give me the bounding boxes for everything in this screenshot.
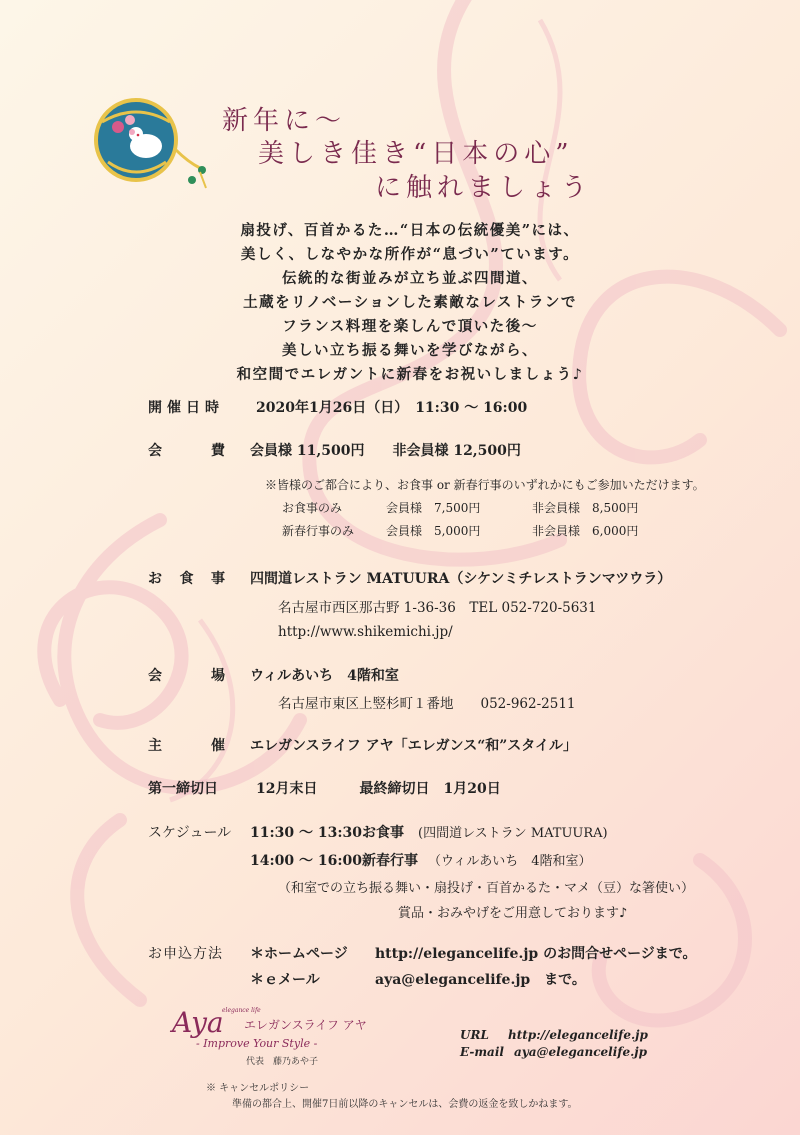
footer-url-link[interactable]: http://elegancelife.jp — [508, 1028, 648, 1042]
schedule-note-2: 賞品・おみやげをご用意しております♪ — [398, 906, 628, 921]
schedule-note-1: （和室での立ち振る舞い・扇投げ・百首かるた・マメ（豆）な箸使い） — [278, 881, 695, 896]
intro-line: 伝統的な街並みが立ち並ぶ四間道、 — [282, 270, 538, 287]
venue-label-a: 会 — [148, 668, 163, 684]
apply-web-label: ＊ホームページ — [250, 946, 348, 962]
schedule-item-2-detail: （ウィルあいち 4階和室） — [428, 854, 592, 869]
tagline: - Improve Your Style - — [196, 1037, 318, 1050]
title-line-2: 美しき佳き“日本の心” — [258, 139, 574, 169]
footer-email-label: E-mail — [460, 1045, 504, 1059]
date-value: 2020年1月26日（日） 11:30 ～ 16:00 — [256, 400, 528, 416]
intro-line: 美しく、しなやかな所作が“息づい”ています。 — [240, 246, 580, 263]
intro-line: 扇投げ、百首かるた…“日本の伝統優美”には、 — [240, 222, 580, 239]
schedule-item-1-title: お食事 — [362, 825, 404, 841]
meal-label-b: 食 — [179, 571, 195, 587]
representative: 代表 藤乃あや子 — [246, 1057, 319, 1067]
intro-line: フランス料理を楽しんで頂いた後～ — [282, 318, 538, 335]
meal-label-c: 事 — [211, 571, 226, 587]
fee-note: ※皆様のご都合により、お食事 or 新春行事のいずれかにもご参加いただけます。 — [265, 478, 705, 492]
venue-address: 名古屋市東区上竪杉町１番地 052-962-2511 — [278, 696, 576, 712]
venue-label-b: 場 — [211, 668, 226, 684]
meal-label — [148, 568, 226, 588]
footer-url-label: URL — [460, 1028, 489, 1042]
deadline-value: 12月末日 最終締切日 1月20日 — [256, 781, 501, 797]
cancel-policy-title: ※ キャンセルポリシー — [206, 1083, 310, 1094]
host-label-b: 催 — [211, 738, 226, 754]
host-value: エレガンスライフ アヤ「エレガンス“和”スタイル」 — [250, 738, 578, 754]
brand-name: エレガンスライフ アヤ — [244, 1018, 367, 1032]
logo-script: Aya — [172, 1006, 224, 1039]
schedule-item-2-title: 新春行事 — [362, 853, 418, 869]
apply-email-label: ＊ｅメール — [250, 972, 320, 988]
meal-restaurant: 四間道レストラン MATUURA（シケンミチレストランマツウラ） — [250, 571, 672, 587]
host-label — [148, 735, 226, 755]
venue-name: ウィルあいち 4階和室 — [250, 668, 399, 684]
footer-email-link[interactable]: aya@elegancelife.jp — [514, 1045, 648, 1059]
title-line-1: 新年に～ — [222, 106, 347, 136]
intro-line: 和空間でエレガントに新春をお祝いしましょう♪ — [236, 366, 584, 383]
intro-paragraph — [180, 219, 640, 387]
meal-label-a: お — [148, 571, 163, 587]
apply-web-link[interactable]: http://elegancelife.jp のお問合せページまで。 — [375, 946, 697, 962]
fee-label-a: 会 — [148, 443, 163, 459]
schedule-label: スケジュール — [148, 825, 232, 841]
apply-label: お申込方法 — [148, 946, 223, 962]
logo-small-text: elegance life — [222, 1007, 261, 1014]
fee-row-name: 新春行事のみ — [282, 524, 355, 538]
schedule-item-1-time: 11:30 ～ 13:30 — [250, 825, 363, 841]
meal-address: 名古屋市西区那古野 1-36-36 TEL 052-720-5631 — [278, 600, 597, 616]
intro-line: 美しい立ち振る舞いを学びながら、 — [282, 342, 538, 359]
fee-label-b: 費 — [211, 443, 226, 459]
fee-row-name: お食事のみ — [282, 501, 343, 515]
intro-line: 土蔵をリノベーションした素敵なレストランで — [243, 294, 577, 311]
apply-email-link[interactable]: aya@elegancelife.jp まで。 — [375, 972, 586, 988]
fee-row-nonmember: 非会員様 6,000円 — [532, 524, 639, 538]
temari-ball-with-mouse-icon — [88, 92, 213, 192]
fee-row-member: 会員様 5,000円 — [386, 524, 481, 538]
cancel-policy-text: 準備の都合上、開催7日前以降のキャンセルは、会費の返金を致しかねます。 — [232, 1099, 578, 1110]
host-label-a: 主 — [148, 738, 163, 754]
meal-url-link[interactable]: http://www.shikemichi.jp/ — [278, 624, 453, 640]
fee-row-nonmember: 非会員様 8,500円 — [532, 501, 639, 515]
fee-value: 会員様 11,500円 非会員様 12,500円 — [250, 443, 521, 459]
fee-label — [148, 440, 226, 460]
date-label: 開催日時 — [148, 400, 224, 416]
fee-row-member: 会員様 7,500円 — [386, 501, 481, 515]
title-line-3: に触れましょう — [375, 173, 593, 203]
schedule-item-1-detail: (四間道レストラン MATUURA) — [418, 826, 608, 841]
venue-label — [148, 665, 226, 685]
deadline-label: 第一締切日 — [148, 781, 218, 797]
schedule-item-2-time: 14:00 ～ 16:00 — [250, 853, 363, 869]
